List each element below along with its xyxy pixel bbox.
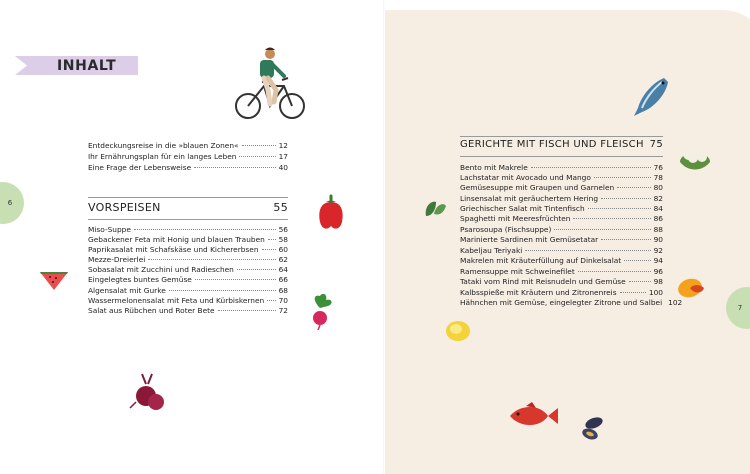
toc-entry[interactable] xyxy=(88,225,288,234)
toc-entry-page: 70 xyxy=(278,296,288,305)
toc-entry[interactable] xyxy=(460,194,663,203)
toc-entry[interactable] xyxy=(460,183,663,192)
dot-leader xyxy=(262,249,276,250)
toc-entry-page: 60 xyxy=(278,245,288,254)
toc-entry-page: 84 xyxy=(653,204,663,213)
toc-entry-page: 86 xyxy=(653,214,663,223)
toc-entry-page: 66 xyxy=(278,275,288,284)
dot-leader xyxy=(218,310,276,311)
toc-entry-page: 78 xyxy=(653,173,663,182)
toc-entry-title: Linsensalat mit geräuchertem Hering xyxy=(460,194,599,203)
toc-entry[interactable] xyxy=(460,204,663,213)
toc-entry-page: 58 xyxy=(278,235,288,244)
section-heading[interactable] xyxy=(460,139,663,150)
section-page: 75 xyxy=(649,139,663,150)
toc-entry-title: Algensalat mit Gurke xyxy=(88,286,166,295)
dot-leader xyxy=(268,239,276,240)
dot-leader xyxy=(601,198,651,199)
toc-entry[interactable] xyxy=(460,225,663,234)
dot-leader xyxy=(194,167,275,168)
dot-leader xyxy=(601,239,650,240)
toc-entry-page: 17 xyxy=(278,152,288,161)
dot-leader xyxy=(554,229,650,230)
toc-entry-page: 82 xyxy=(653,194,663,203)
section-rule xyxy=(88,219,288,220)
toc-entry-title: Makrelen mit Kräuterfüllung auf Dinkelsalat xyxy=(460,256,622,265)
dot-leader xyxy=(169,290,276,291)
toc-entry-page: 102 xyxy=(668,298,683,307)
dot-leader xyxy=(242,145,276,146)
toc-entry-page: 12 xyxy=(278,141,288,150)
dot-leader xyxy=(629,281,651,282)
toc-entry-page: 62 xyxy=(278,255,288,264)
dot-leader xyxy=(531,167,651,168)
toc-entry-title: Hähnchen mit Gemüse, eingelegter Zitrone und Salbei xyxy=(460,298,663,307)
toc-entry-title: Ihr Ernährungsplan für ein langes Leben xyxy=(88,152,237,161)
dot-leader xyxy=(525,250,650,251)
watermelon-icon xyxy=(38,268,70,292)
cyclist-illustration xyxy=(234,46,306,122)
toc-entry-page: 56 xyxy=(278,225,288,234)
toc-entry[interactable] xyxy=(88,306,288,315)
mango-icon xyxy=(676,274,708,300)
cauliflower-icon xyxy=(678,142,712,172)
fish-icon xyxy=(632,74,672,120)
toc-entry-page: 64 xyxy=(278,265,288,274)
toc-entry-title: Ramensuppe mit Schweinefilet xyxy=(460,267,575,276)
toc-entry-page: 100 xyxy=(648,288,663,297)
dot-leader xyxy=(267,300,275,301)
toc-entry-title: Bento mit Makrele xyxy=(460,163,528,172)
toc-entry[interactable] xyxy=(460,267,663,276)
toc-entry-page: 92 xyxy=(653,246,663,255)
toc-entry-page: 90 xyxy=(653,235,663,244)
toc-entry[interactable] xyxy=(460,163,663,172)
toc-entry-title: Sobasalat mit Zucchini und Radieschen xyxy=(88,265,234,274)
dot-leader xyxy=(134,229,276,230)
toc-entry-title: Kabeljau Teriyaki xyxy=(460,246,523,255)
toc-entry-title: Tataki vom Rind mit Reisnudeln und Gemüse xyxy=(460,277,626,286)
section-page: 55 xyxy=(273,201,288,214)
toc-entry[interactable] xyxy=(460,288,663,297)
toc-entry[interactable] xyxy=(460,298,683,307)
toc-entry-title: Mezze-Dreierlei xyxy=(88,255,146,264)
dot-leader xyxy=(195,279,276,280)
section-rule xyxy=(88,197,288,198)
toc-entry-title: Salat aus Rübchen und Roter Bete xyxy=(88,306,215,315)
toc-entry[interactable] xyxy=(88,265,288,274)
toc-entry[interactable] xyxy=(460,235,663,244)
lemon-icon xyxy=(444,318,472,344)
toc-entry-page: 94 xyxy=(653,256,663,265)
dot-leader xyxy=(617,187,650,188)
toc-entry[interactable] xyxy=(88,235,288,244)
toc-entry[interactable] xyxy=(460,246,663,255)
toc-entry-page: 68 xyxy=(278,286,288,295)
dot-leader xyxy=(594,177,651,178)
toc-entry[interactable] xyxy=(88,245,288,254)
section-rule xyxy=(460,156,663,157)
toc-entry[interactable] xyxy=(460,173,663,182)
toc-entry-title: Wassermelonensalat mit Feta und Kürbiskernen xyxy=(88,296,265,305)
page-number-right: 7 xyxy=(737,304,743,312)
toc-entry[interactable] xyxy=(460,256,663,265)
toc-entry-title: Paprikasalat mit Schafskäse und Kichererbsen xyxy=(88,245,259,254)
toc-entry-title: Entdeckungsreise in die »blauen Zonen« xyxy=(88,141,239,150)
book-gutter xyxy=(383,0,385,474)
toc-entry[interactable] xyxy=(460,214,663,223)
red-fish-icon xyxy=(506,402,560,430)
page-number-left: 6 xyxy=(7,199,13,207)
dot-leader xyxy=(588,208,651,209)
toc-entry-title: Psarosoupa (Fischsuppe) xyxy=(460,225,552,234)
section-heading[interactable] xyxy=(88,201,288,214)
toc-entry[interactable] xyxy=(88,296,288,305)
toc-entry-title: Griechischer Salat mit Tintenfisch xyxy=(460,204,585,213)
toc-entry-title: Gebackener Feta mit Honig und blauen Trauben xyxy=(88,235,265,244)
toc-entry-page: 98 xyxy=(653,277,663,286)
toc-entry-title: Marinierte Sardinen mit Gemüsetatar xyxy=(460,235,599,244)
toc-entry-page: 76 xyxy=(653,163,663,172)
dot-leader xyxy=(239,156,275,157)
toc-entry-page: 40 xyxy=(278,163,288,172)
page-title: INHALT xyxy=(57,58,117,74)
dot-leader xyxy=(578,271,651,272)
toc-entry[interactable] xyxy=(88,152,288,161)
section-title: GERICHTE MIT FISCH UND FLEISCH xyxy=(460,139,644,150)
toc-entry[interactable] xyxy=(88,163,288,172)
toc-entry[interactable] xyxy=(88,286,288,295)
toc-entry-page: 72 xyxy=(278,306,288,315)
dot-leader xyxy=(237,269,276,270)
toc-entry[interactable] xyxy=(88,141,288,150)
toc-entry-page: 96 xyxy=(653,267,663,276)
toc-entry-title: Eingelegtes buntes Gemüse xyxy=(88,275,192,284)
toc-entry-title: Gemüsesuppe mit Graupen und Garnelen xyxy=(460,183,615,192)
toc-entry-title: Lachstatar mit Avocado und Mango xyxy=(460,173,591,182)
herb-leaves-icon xyxy=(422,196,448,220)
section-title: VORSPEISEN xyxy=(88,201,161,214)
toc-entry[interactable] xyxy=(88,275,288,284)
toc-entry-title: Spaghetti mit Meeresfrüchten xyxy=(460,214,571,223)
radish-icon xyxy=(306,292,338,330)
bell-pepper-icon xyxy=(316,194,346,232)
mussel-icon xyxy=(580,414,606,442)
beetroot-icon xyxy=(128,372,168,412)
toc-entry-page: 88 xyxy=(653,225,663,234)
toc-entry-title: Kalbsspieße mit Kräutern und Zitronenreis xyxy=(460,288,617,297)
dot-leader xyxy=(148,259,275,260)
dot-leader xyxy=(573,218,650,219)
toc-entry-page: 80 xyxy=(653,183,663,192)
toc-entry[interactable] xyxy=(88,255,288,264)
section-rule xyxy=(460,136,663,137)
toc-entry-title: Miso-Suppe xyxy=(88,225,131,234)
toc-entry-title: Eine Frage der Lebensweise xyxy=(88,163,192,172)
toc-entry[interactable] xyxy=(460,277,663,286)
dot-leader xyxy=(624,260,650,261)
dot-leader xyxy=(620,292,646,293)
